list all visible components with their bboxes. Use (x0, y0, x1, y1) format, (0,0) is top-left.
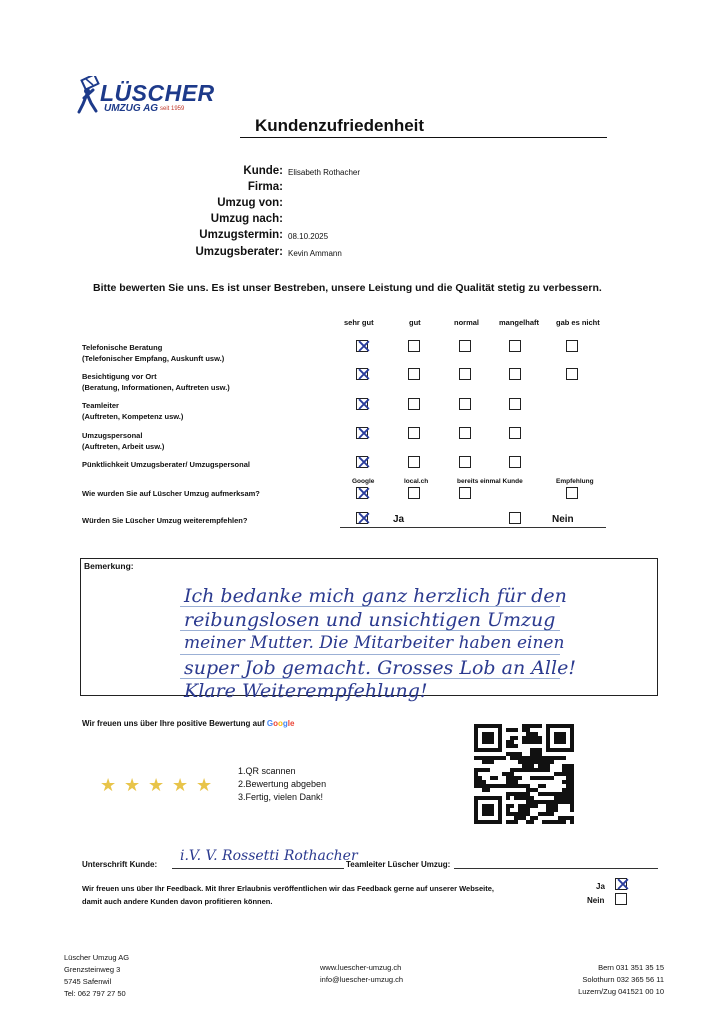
footer-branch-line: Luzern/Zug 041521 00 10 (578, 987, 664, 996)
option-local-ch: local.ch (404, 478, 429, 485)
footer-web (320, 962, 403, 986)
checkbox-sehr-gut[interactable] (356, 394, 372, 416)
option-google: Google (352, 478, 375, 485)
step-item: 2.Bewertung abgeben (238, 779, 327, 789)
footer-branches (578, 962, 664, 998)
footer-address-line: Lüscher Umzug AG (64, 953, 130, 962)
google-brand-letter: G (266, 719, 274, 728)
checkbox-normal[interactable] (459, 398, 471, 410)
footer-website-link[interactable]: www.luescher-umzug.ch (320, 963, 402, 972)
company-logo-subtitle: UMZUG AG (104, 103, 159, 114)
question-title: Teamleiter (82, 401, 119, 410)
recommend-question-label: Würden Sie Lüscher Umzug weiterempfehlen? (82, 516, 248, 525)
mover-logo-icon (77, 76, 101, 114)
checkbox-normal[interactable] (459, 456, 471, 468)
checkbox-mangelhaft[interactable] (509, 456, 521, 468)
step-item: 1.QR scannen (238, 766, 296, 776)
checkbox-sehr-gut[interactable] (356, 452, 372, 474)
checkbox-feedback-nein[interactable] (615, 893, 627, 905)
checkbox-gab-es-nicht[interactable] (566, 340, 578, 352)
checkbox-mangelhaft[interactable] (509, 398, 521, 410)
star-icon: ★ (172, 775, 189, 795)
feedback-text (82, 882, 494, 908)
checkbox-normal[interactable] (459, 340, 471, 352)
col-normal: normal (454, 318, 480, 327)
checkbox-normal[interactable] (459, 368, 471, 380)
qr-code-icon[interactable] (474, 724, 574, 824)
step-item: 3.Fertig, vielen Dank! (238, 792, 324, 802)
remark-guide-line (180, 654, 560, 655)
google-brand-letter: o (273, 719, 278, 728)
signature-customer-value: i.V. V. Rossetti Rothacher (180, 848, 358, 864)
intro-text: Bitte bewerten Sie uns. Es ist unser Bestreben, unsere Leistung und die Qualität stetig zu verbessern. (93, 282, 602, 294)
checkbox-ja[interactable] (356, 508, 372, 530)
label-firma: Firma: (247, 181, 283, 193)
footer-address (64, 952, 129, 1000)
value-kunde: Elisabeth Rothacher (288, 168, 361, 177)
col-gut: gut (409, 318, 421, 327)
company-since: seit 1959 (160, 106, 185, 112)
check-mark-icon: ✕ (356, 364, 372, 386)
check-mark-icon: ✕ (356, 336, 372, 358)
google-brand-letter: o (277, 719, 283, 728)
google-review-prompt (82, 719, 294, 728)
question-title: Telefonische Beratung (82, 343, 163, 352)
value-umzugsberater: Kevin Ammann (288, 249, 342, 258)
footer-address-line: Tel: 062 797 27 50 (64, 989, 126, 998)
company-logo-text: LÜSCHER (100, 80, 215, 106)
remark-handwriting-line: Ich bedanke mich ganz herzlich für den (184, 585, 567, 607)
feedback-no-label: Nein (587, 896, 605, 905)
checkbox-bereits-kunde[interactable] (459, 487, 471, 499)
question-detail: (Auftreten, Kompetenz usw.) (82, 412, 184, 421)
label-umzugsberater: Umzugsberater: (195, 246, 283, 258)
checkbox-gut[interactable] (408, 368, 420, 380)
feedback-yes-label: Ja (596, 882, 605, 891)
remark-handwriting-line: reibungslosen und unsichtigen Umzug (184, 609, 556, 631)
question-detail: (Auftreten, Arbeit usw.) (82, 442, 165, 451)
remark-handwriting-line: Klare Weiterempfehlung! (184, 680, 428, 702)
question-detail: (Beratung, Informationen, Auftreten usw.) (82, 383, 230, 392)
title-underline (240, 137, 607, 138)
col-gab-es-nicht: gab es nicht (556, 318, 600, 327)
star-icon: ★ (196, 775, 213, 795)
checkbox-gut[interactable] (408, 427, 420, 439)
checkbox-normal[interactable] (459, 427, 471, 439)
source-question-label: Wie wurden Sie auf Lüscher Umzug aufmerksam? (82, 489, 260, 498)
label-kunde: Kunde: (243, 165, 283, 177)
recommend-yes-label: Ja (393, 514, 405, 525)
remark-label: Bemerkung: (84, 561, 134, 571)
option-empfehlung: Empfehlung (556, 478, 594, 485)
review-steps (238, 765, 326, 804)
footer-branch-line: Solothurn 032 365 56 11 (582, 975, 664, 984)
check-mark-icon: ✕ (356, 483, 372, 505)
google-brand-letter: g (282, 719, 288, 728)
star-icon: ★ (100, 775, 117, 795)
checkbox-sehr-gut[interactable] (356, 364, 372, 386)
value-umzugstermin: 08.10.2025 (288, 232, 329, 241)
checkbox-mangelhaft[interactable] (509, 427, 521, 439)
question-title: Pünktlichkeit Umzugsberater/ Umzugspersonal (82, 460, 250, 469)
checkbox-sehr-gut[interactable] (356, 423, 372, 445)
page-title: Kundenzufriedenheit (255, 116, 425, 135)
checkbox-local-ch[interactable] (408, 487, 420, 499)
checkbox-gab-es-nicht[interactable] (566, 368, 578, 380)
star-icon: ★ (124, 775, 141, 795)
checkbox-nein[interactable] (509, 512, 521, 524)
checkbox-gut[interactable] (408, 398, 420, 410)
footer-address-line: Grenzsteinweg 3 (64, 965, 121, 974)
signature-customer-line (172, 868, 344, 869)
col-mangelhaft: mangelhaft (499, 318, 540, 327)
footer-email-link[interactable]: info@luescher-umzug.ch (320, 975, 404, 984)
label-umzugstermin: Umzugstermin: (199, 229, 283, 241)
check-mark-icon: ✕ (615, 874, 631, 896)
check-mark-icon: ✕ (356, 423, 372, 445)
question-detail: (Telefonischer Empfang, Auskunft usw.) (82, 354, 225, 363)
check-mark-icon: ✕ (356, 452, 372, 474)
check-mark-icon: ✕ (356, 508, 372, 530)
checkbox-mangelhaft[interactable] (509, 340, 521, 352)
signature-customer-label: Unterschrift Kunde: (82, 860, 158, 869)
footer-address-line: 5745 Safenwil (64, 977, 112, 986)
remark-handwriting-line: meiner Mutter. Die Mitarbeiter haben einen (184, 633, 565, 653)
label-umzug-von: Umzug von: (217, 197, 283, 209)
recommend-no-label: Nein (552, 514, 574, 525)
check-mark-icon: ✕ (356, 394, 372, 416)
feedback-line: Wir freuen uns über Ihr Feedback. Mit Ihrer Erlaubnis veröffentlichen wir das Feedback gerne auf unserer Webseite, (82, 884, 494, 893)
signature-team-label: Teamleiter Lüscher Umzug: (346, 860, 451, 869)
remark-handwriting-line: super Job gemacht. Grosses Lob an Alle! (184, 657, 576, 679)
label-umzug-nach: Umzug nach: (210, 213, 283, 225)
google-review-text: Wir freuen uns über Ihre positive Bewertung auf (82, 719, 265, 728)
checkbox-sehr-gut[interactable] (356, 336, 372, 358)
google-brand-letter: le (287, 719, 295, 728)
checkbox-empfehlung[interactable] (566, 487, 578, 499)
question-title: Besichtigung vor Ort (82, 372, 157, 381)
option-bereits-kunde: bereits einmal Kunde (457, 478, 523, 485)
star-icon: ★ (148, 775, 165, 795)
col-sehr-gut: sehr gut (344, 318, 374, 327)
question-title: Umzugspersonal (82, 431, 143, 440)
checkbox-feedback-ja[interactable] (615, 874, 631, 896)
checkbox-gut[interactable] (408, 340, 420, 352)
checkbox-mangelhaft[interactable] (509, 368, 521, 380)
recommend-underline (340, 527, 606, 528)
footer-branch-line: Bern 031 351 35 15 (598, 963, 664, 972)
signature-team-line[interactable] (454, 868, 658, 869)
checkbox-gut[interactable] (408, 456, 420, 468)
feedback-line: damit auch andere Kunden davon profitieren können. (82, 897, 273, 906)
checkbox-google[interactable] (356, 483, 372, 505)
